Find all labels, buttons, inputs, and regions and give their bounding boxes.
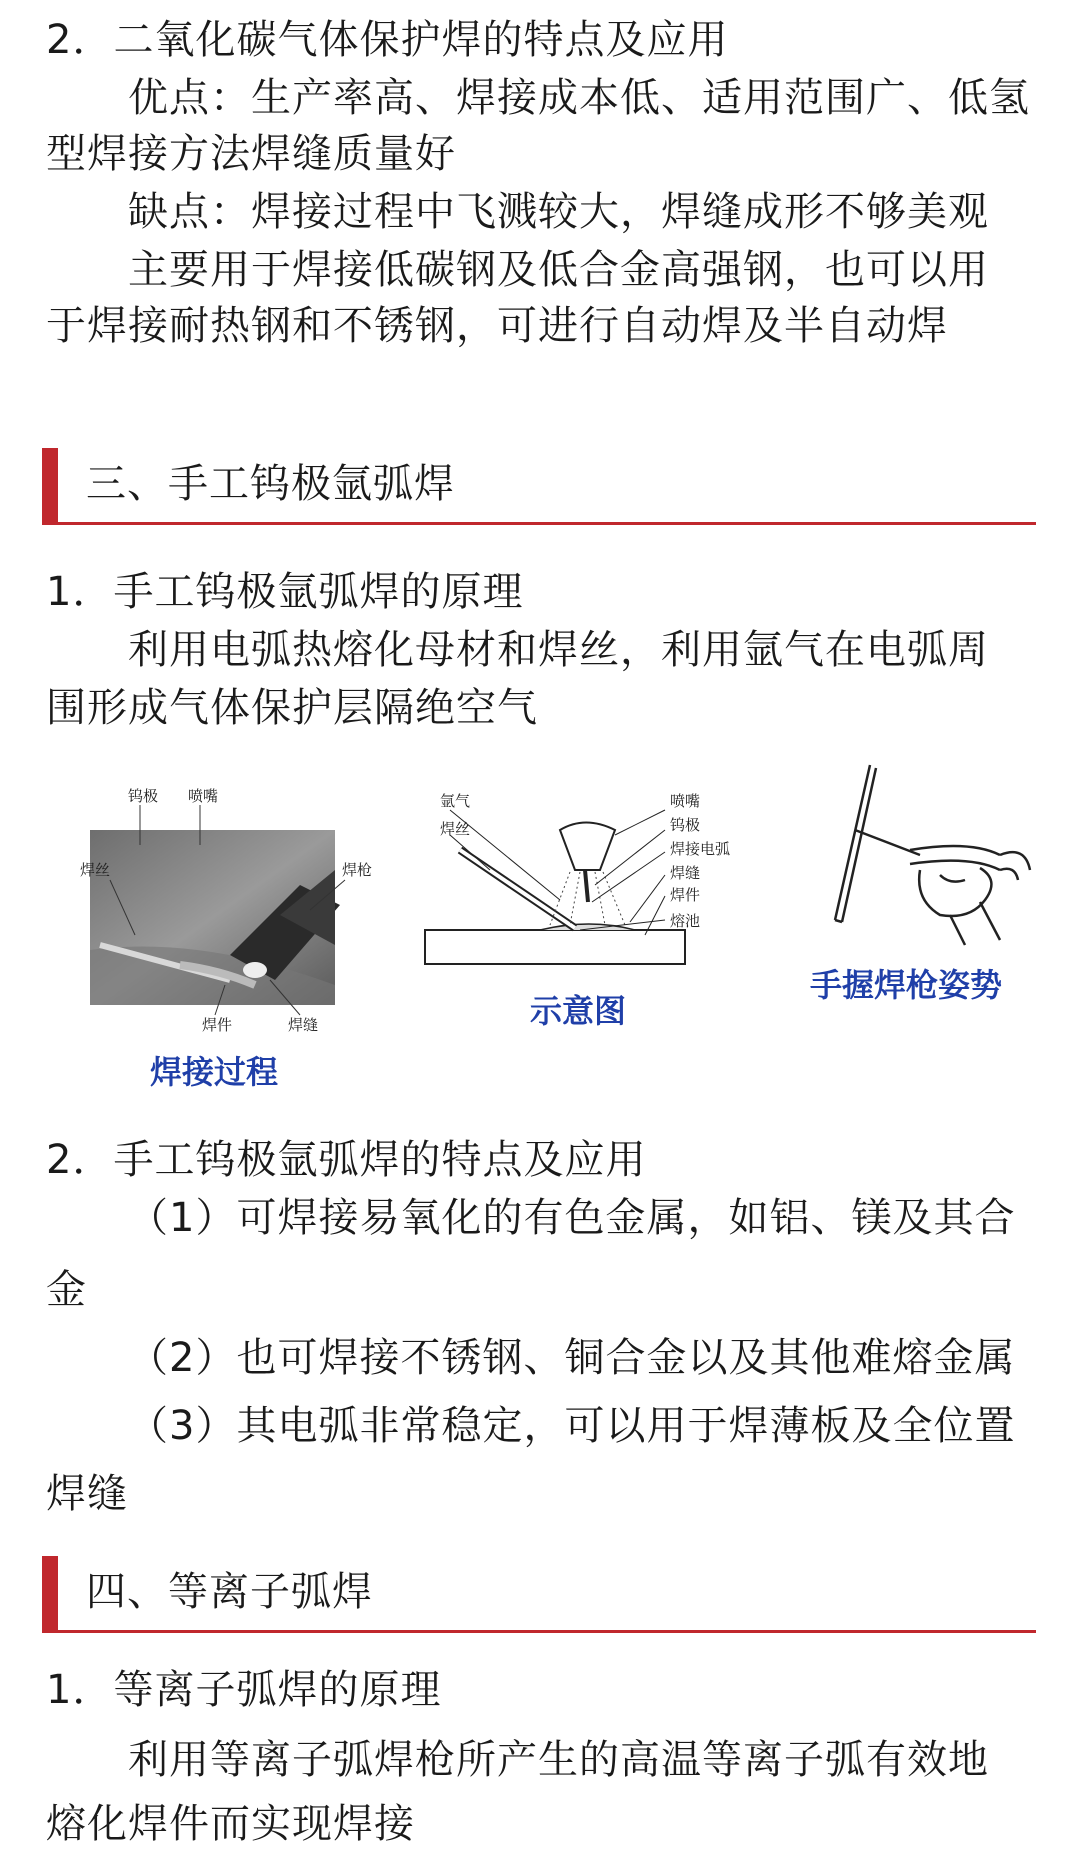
tig-principle-line2: 围形成气体保护层隔绝空气 [46, 685, 538, 731]
section-header-plasma [42, 1556, 1036, 1633]
co2-usage-line2: 于焊接耐热钢和不锈钢，可进行自动焊及半自动焊 [46, 303, 948, 349]
section-accent-bar [42, 448, 58, 522]
label-arc: 焊接电弧 [670, 840, 731, 858]
label-argon: 氩气 [440, 792, 471, 810]
schematic-figure [420, 790, 760, 1030]
co2-usage-line1: 主要用于焊接低碳钢及低合金高强钢，也可以用 [128, 247, 989, 293]
plasma-principle-line1: 利用等离子弧焊枪所产生的高温等离子弧有效地 [128, 1737, 989, 1783]
label-torch: 焊枪 [342, 861, 373, 879]
co2-advantages-line2: 型焊接方法焊缝质量好 [46, 131, 456, 177]
co2-disadvantages: 缺点：焊接过程中飞溅较大，焊缝成形不够美观 [128, 189, 989, 235]
label-diagram-workpiece: 焊件 [670, 886, 701, 904]
label-weld: 焊缝 [288, 1016, 319, 1034]
tig-principle-heading: 1．手工钨极氩弧焊的原理 [46, 569, 524, 615]
caption-welding-process: 焊接过程 [150, 1053, 279, 1091]
section-accent-bar [42, 1556, 58, 1630]
grip-illustration [800, 760, 1040, 950]
tig-feature1-line1: （1）可焊接易氧化的有色金属，如铝、镁及其合 [128, 1195, 1016, 1241]
label-diagram-nozzle: 喷嘴 [670, 792, 701, 810]
caption-grip: 手握焊枪姿势 [810, 966, 1003, 1004]
label-wire: 焊丝 [80, 861, 111, 879]
tig-feature3-line2: 焊缝 [46, 1471, 128, 1517]
caption-schematic: 示意图 [530, 992, 627, 1030]
label-diagram-tungsten: 钨极 [670, 816, 701, 834]
schematic-diagram [420, 790, 760, 990]
section-title: 三、手工钨极氩弧焊 [86, 461, 455, 507]
welding-process-figure [80, 785, 380, 1091]
plasma-principle-line2: 熔化焊件而实现焊接 [46, 1801, 415, 1847]
co2-features-heading: 2．二氧化碳气体保护焊的特点及应用 [46, 17, 729, 63]
tig-features-heading: 2．手工钨极氩弧焊的特点及应用 [46, 1137, 647, 1183]
tig-feature1-line2: 金 [46, 1267, 87, 1313]
tig-feature3-line1: （3）其电弧非常稳定，可以用于焊薄板及全位置 [128, 1403, 1016, 1449]
welding-process-photo [80, 785, 380, 1085]
label-diagram-weld: 焊缝 [670, 864, 701, 882]
section-title: 四、等离子弧焊 [86, 1569, 373, 1615]
plasma-principle-heading: 1．等离子弧焊的原理 [46, 1667, 442, 1713]
label-workpiece: 焊件 [202, 1016, 233, 1034]
label-tungsten: 钨极 [128, 787, 159, 805]
co2-advantages-line1: 优点：生产率高、焊接成本低、适用范围广、低氢 [128, 75, 1030, 121]
section-header-tig [42, 448, 1036, 525]
label-nozzle: 喷嘴 [188, 787, 219, 805]
grip-figure [800, 760, 1040, 1004]
label-pool: 熔池 [670, 912, 701, 930]
label-diagram-wire: 焊丝 [440, 820, 471, 838]
tig-principle-line1: 利用电弧热熔化母材和焊丝，利用氩气在电弧周 [128, 627, 989, 673]
tig-feature2: （2）也可焊接不锈钢、铜合金以及其他难熔金属 [128, 1335, 1016, 1381]
